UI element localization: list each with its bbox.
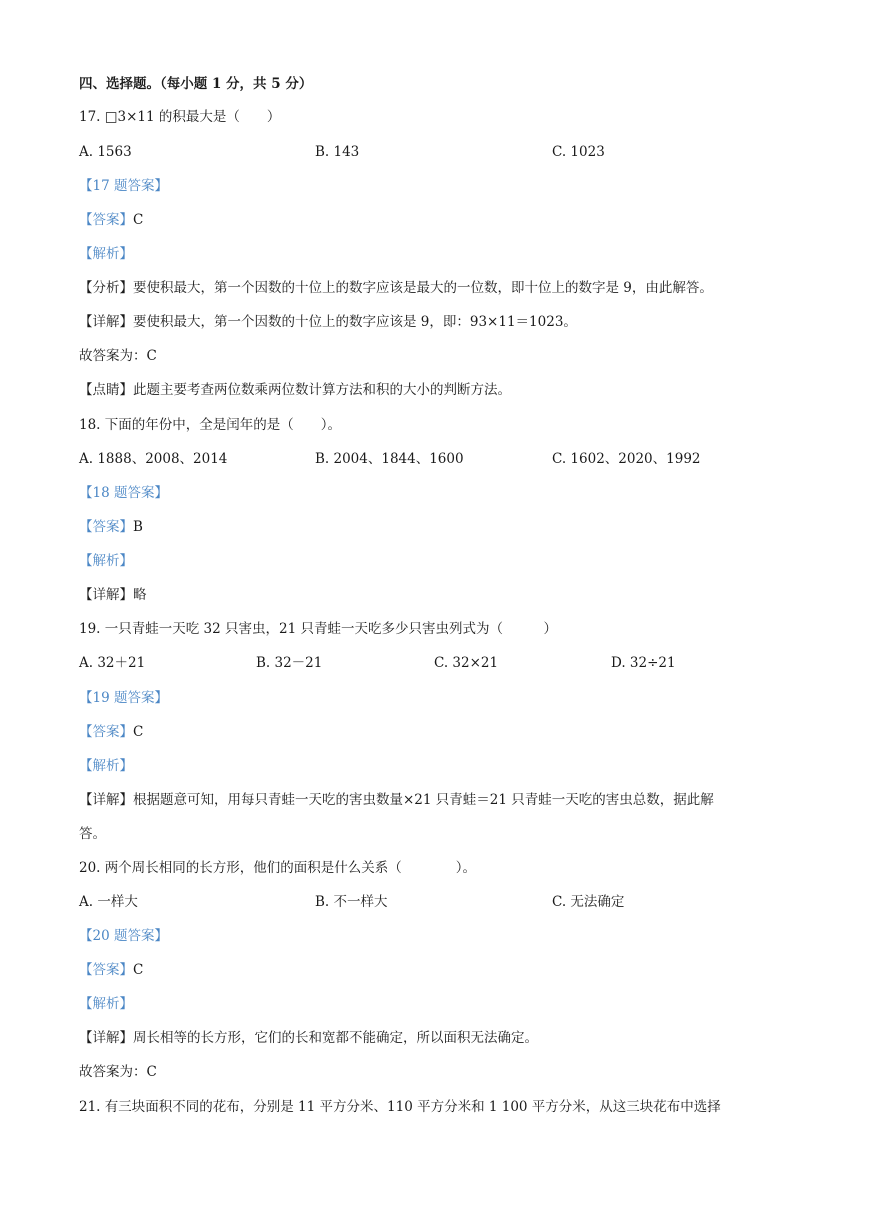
analysis-tag: 【解析】	[79, 758, 133, 774]
answer-value: C	[133, 212, 144, 228]
answer-title: 【19 题答案】	[79, 690, 168, 706]
option-a: A. 32＋21	[79, 655, 146, 671]
answer-value: B	[133, 519, 143, 535]
option-d: D. 32÷21	[611, 655, 676, 671]
option-a: A. 1563	[79, 144, 132, 160]
answer-line	[79, 517, 797, 537]
option-b: B. 不一样大	[315, 894, 388, 910]
answer-tag: 【答案】	[79, 519, 133, 535]
analysis-tag: 【解析】	[79, 996, 133, 1012]
answer-title: 【20 题答案】	[79, 928, 168, 944]
explanation-line: 【详解】要使积最大，第一个因数的十位上的数字应该是 9，即：93×11＝1023。	[79, 314, 577, 330]
option-a: A. 1888、2008、2014	[79, 451, 228, 467]
option-b: B. 32－21	[256, 655, 323, 671]
analysis-tag: 【解析】	[79, 553, 133, 569]
explanation-line: 答。	[79, 826, 106, 842]
question-18-stem: 18. 下面的年份中，全是闰年的是（ ）。	[79, 417, 342, 433]
answer-line	[79, 960, 797, 980]
answer-tag: 【答案】	[79, 724, 133, 740]
option-b: B. 143	[315, 144, 360, 160]
question-21-stem: 21. 有三块面积不同的花布，分别是 11 平方分米、110 平方分米和 1 100 平方分米，从这三块花布中选择	[79, 1099, 721, 1115]
question-17-stem: 17. □3×11 的积最大是（ ）	[79, 109, 281, 125]
option-c: C. 32×21	[434, 655, 499, 671]
option-a: A. 一样大	[79, 894, 138, 910]
option-c: C. 无法确定	[552, 894, 625, 910]
question-20-stem: 20. 两个周长相同的长方形，他们的面积是什么关系（ ）。	[79, 860, 477, 876]
conclusion-line: 故答案为：C	[79, 348, 157, 364]
answer-line	[79, 722, 797, 742]
option-c: C. 1602、2020、1992	[552, 451, 701, 467]
section-header: 四、选择题。（每小题 1 分，共 5 分）	[79, 76, 313, 92]
answer-value: C	[133, 724, 144, 740]
answer-value: C	[133, 962, 144, 978]
question-19-stem: 19. 一只青蛙一天吃 32 只害虫，21 只青蛙一天吃多少只害虫列式为（ ）	[79, 621, 557, 637]
answer-tag: 【答案】	[79, 212, 133, 228]
option-b: B. 2004、1844、1600	[315, 451, 464, 467]
explanation-line: 【分析】要使积最大，第一个因数的十位上的数字应该是最大的一位数，即十位上的数字是 9，由此解答。	[79, 280, 713, 296]
answer-line	[79, 210, 797, 230]
comment-line: 【点睛】此题主要考查两位数乘两位数计算方法和积的大小的判断方法。	[79, 382, 511, 398]
explanation-line: 【详解】周长相等的长方形，它们的长和宽都不能确定，所以面积无法确定。	[79, 1030, 538, 1046]
answer-title: 【18 题答案】	[79, 485, 168, 501]
conclusion-line: 故答案为：C	[79, 1064, 157, 1080]
explanation-line: 【详解】根据题意可知，用每只青蛙一天吃的害虫数量×21 只青蛙＝21 只青蛙一天吃的害虫总数，据此解	[79, 792, 714, 808]
option-c: C. 1023	[552, 144, 605, 160]
explanation-line: 【详解】略	[79, 587, 147, 603]
answer-title: 【17 题答案】	[79, 178, 168, 194]
analysis-tag: 【解析】	[79, 246, 133, 262]
answer-tag: 【答案】	[79, 962, 133, 978]
